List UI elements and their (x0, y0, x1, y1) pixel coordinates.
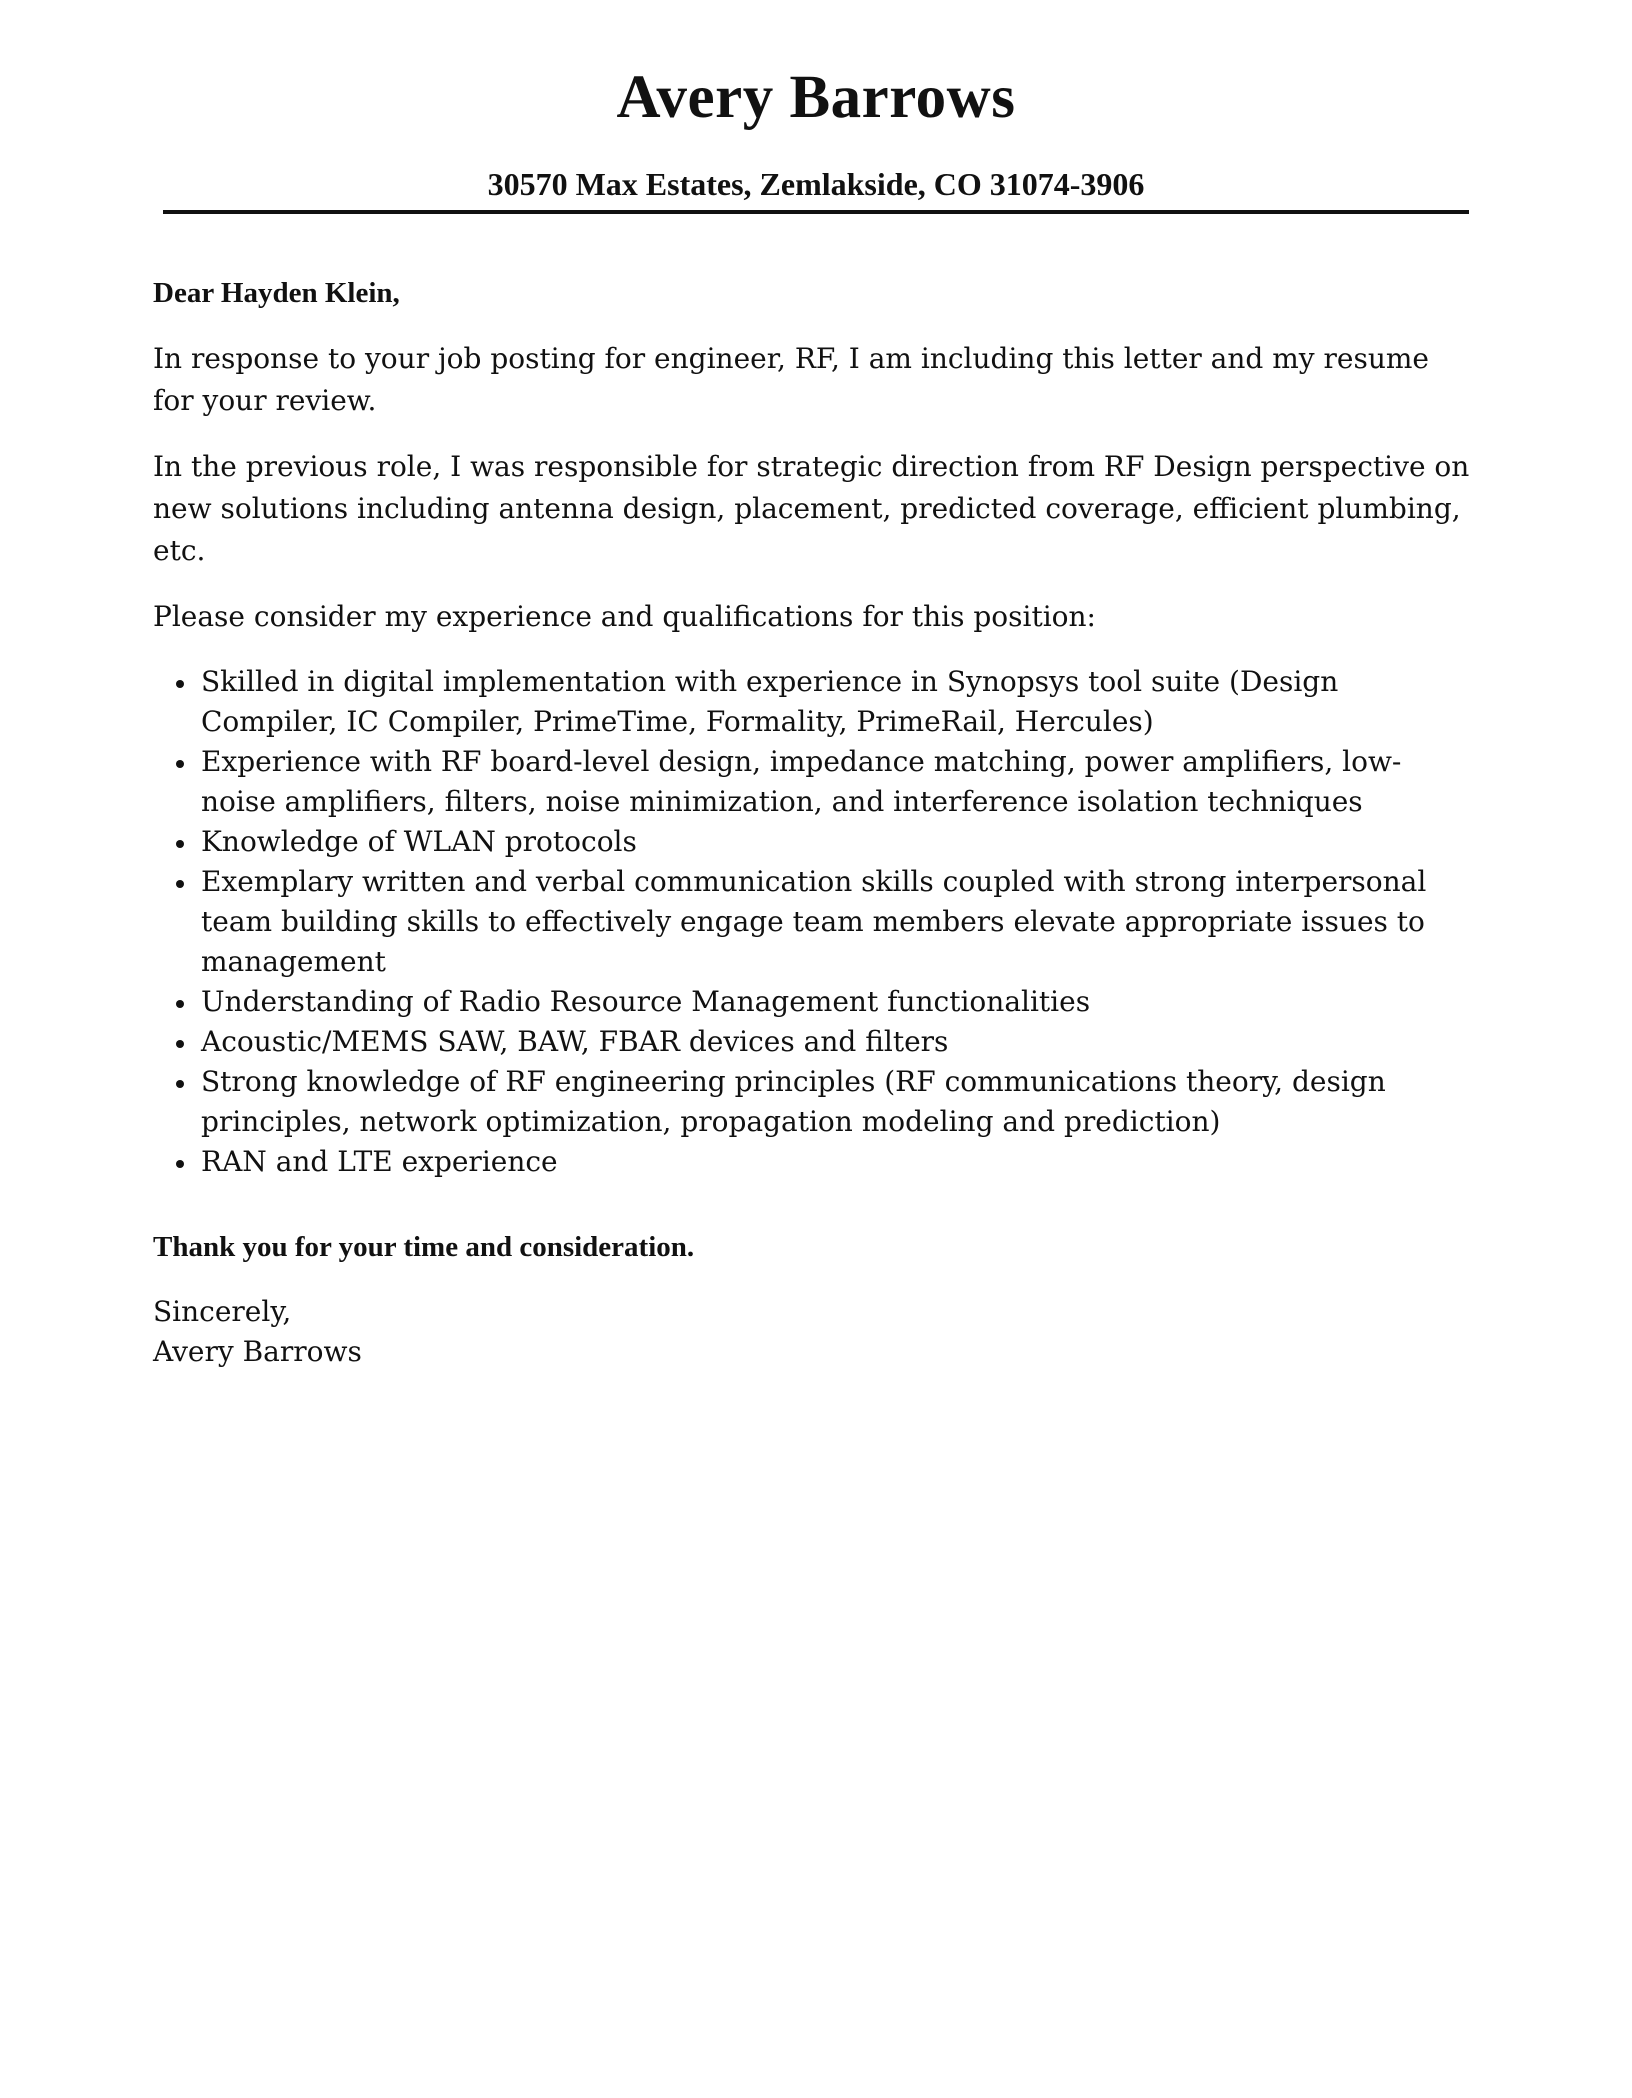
list-item (153, 1142, 1473, 1182)
bullet-icon (176, 1040, 184, 1048)
list-item (153, 1022, 1473, 1062)
signature-name: Avery Barrows (153, 1335, 362, 1368)
header-divider (163, 210, 1469, 214)
bullet-icon (176, 1080, 184, 1088)
thank-you-line: Thank you for your time and consideration. (153, 1231, 695, 1263)
paragraph-qualifications-lead: Please consider my experience and qualifications for this position: (153, 600, 1096, 633)
list-item (153, 982, 1473, 1022)
sender-name: Avery Barrows (616, 64, 1016, 131)
list-item-text: Skilled in digital implementation with experience in Synopsys tool suite (Design Compiler, IC Compiler, PrimeTime, Formality, PrimeRail, Hercules) (201, 665, 1339, 738)
list-item (153, 742, 1473, 822)
bullet-icon (176, 1000, 184, 1008)
list-item (153, 662, 1473, 742)
bullet-icon (176, 680, 184, 688)
list-item (153, 862, 1473, 982)
list-item-text: Acoustic/MEMS SAW, BAW, FBAR devices and filters (201, 1025, 949, 1058)
list-item-text: Knowledge of WLAN protocols (201, 825, 637, 858)
letter-header (163, 58, 1469, 204)
list-item-text: Strong knowledge of RF engineering principles (RF communications theory, design principles, network optimization, propagation modeling and prediction) (201, 1065, 1386, 1138)
salutation: Dear Hayden Klein, (153, 277, 400, 309)
letter-body (153, 272, 1473, 1372)
list-item (153, 822, 1473, 862)
sender-address: 30570 Max Estates, Zemlakside, CO 31074-3906 (487, 166, 1145, 202)
list-item-text: RAN and LTE experience (201, 1145, 558, 1178)
list-item-text: Experience with RF board-level design, impedance matching, power amplifiers, low-noise amplifiers, filters, noise minimization, and interference isolation techniques (201, 745, 1402, 818)
bullet-icon (176, 880, 184, 888)
bullet-icon (176, 760, 184, 768)
paragraph-intro: In response to your job posting for engineer, RF, I am including this letter and my resume for your review. (153, 342, 1429, 417)
bullet-icon (176, 1160, 184, 1168)
list-item (153, 1062, 1473, 1142)
list-item-text: Exemplary written and verbal communication skills coupled with strong interpersonal team building skills to effectively engage team members elevate appropriate issues to management (201, 865, 1427, 978)
bullet-icon (176, 840, 184, 848)
list-item-text: Understanding of Radio Resource Management functionalities (201, 985, 1091, 1018)
closing: Sincerely, (153, 1295, 292, 1328)
qualifications-list (153, 662, 1473, 1182)
paragraph-previous-role: In the previous role, I was responsible for strategic direction from RF Design perspective on new solutions including antenna design, placement, predicted coverage, efficient plumbing, etc. (153, 450, 1470, 567)
